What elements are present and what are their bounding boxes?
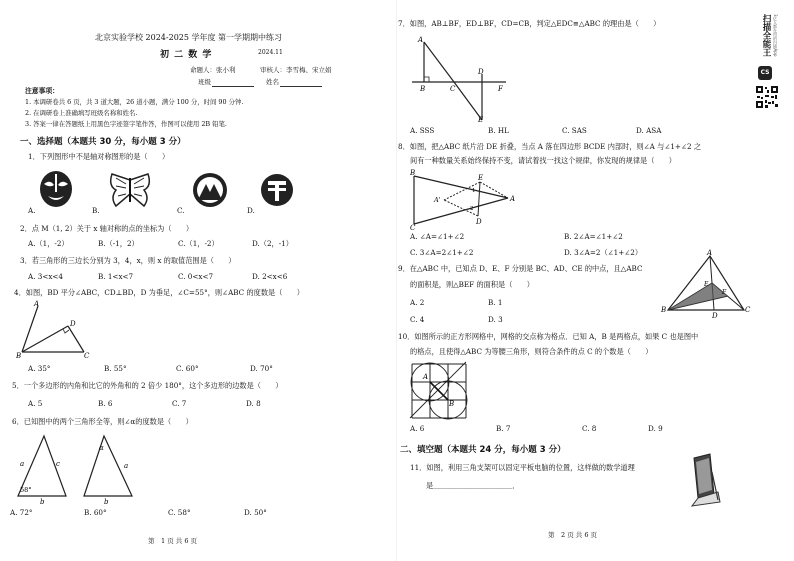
q2-stem: 2．点 M（1, 2）关于 x 轴对称的点的坐标为（ ） <box>20 224 194 233</box>
q6-label-a2: a <box>124 462 129 470</box>
section-2-heading: 二、填空题（本题共 24 分，每小题 3 分） <box>400 445 566 455</box>
q9-option-c: C. 4 <box>410 315 425 324</box>
q9-label-d: D <box>712 312 718 320</box>
q3-option-b: B. 1<x<7 <box>98 272 134 281</box>
q9-label-c: C <box>745 306 751 314</box>
q7-option-c: C. SAS <box>562 126 587 135</box>
q9-stem: 9．在△ABC 中，已知点 D、E、F 分别是 BC、AD、CE 的中点，且△ABC <box>398 264 643 273</box>
exam-author: 命题人：张小利 <box>190 66 236 74</box>
q9-label-b: B <box>661 306 667 314</box>
q7-label-d: D <box>478 68 484 76</box>
q6-option-c: C. 58° <box>168 508 191 517</box>
q8-label-c: C <box>410 224 416 232</box>
note-3: 3. 答案一律在答题纸上用黑色字迹签字笔作答，作图可以使用 2B 铅笔. <box>25 120 227 128</box>
q10-option-b: B. 7 <box>496 424 511 433</box>
qr-code-icon[interactable] <box>756 86 778 108</box>
q1-option-a-mask-figure <box>38 170 74 208</box>
exam-date: 2024.11 <box>258 49 283 56</box>
q5-option-c: C. 7 <box>172 399 187 408</box>
q1-option-b: B. <box>92 206 100 215</box>
q9-option-d: D. 3 <box>488 315 503 324</box>
page-2-footer: 第 2 页 共 6 页 <box>548 531 598 539</box>
note-1: 1. 本调研卷共 6 页，共 3 道大题，26 道小题，满分 100 分，时间 90 分钟. <box>25 98 244 106</box>
q6-label-c: c <box>56 460 60 468</box>
name-label: 姓名 <box>266 78 279 86</box>
q2-option-a: A.（1，-2） <box>28 239 69 248</box>
q8-fold-figure <box>408 170 518 230</box>
class-blank <box>212 86 254 87</box>
q7-label-b: B <box>420 85 426 93</box>
class-label: 班级 <box>198 78 211 86</box>
q6-label-alpha: α <box>99 444 104 452</box>
q8-option-a: A. ∠A=∠1+∠2 <box>410 232 465 241</box>
q11-tablet-stand-figure <box>684 452 724 510</box>
q5-option-b: B. 6 <box>98 399 113 408</box>
q7-label-c: C <box>450 85 456 93</box>
q9-option-b: B. 1 <box>488 298 503 307</box>
q10-option-a: A. 6 <box>410 424 425 433</box>
section-1-heading: 一、选择题（本题共 30 分，每小题 3 分） <box>20 137 186 147</box>
q6-triangles-figure <box>14 430 154 506</box>
q8-stem-2: 间有一种数量关系始终保持不变，请试着找一找这个规律，你发现的规律是（ ） <box>410 156 676 165</box>
name-blank <box>280 86 322 87</box>
q5-stem: 5．一个多边形的内角和比它的外角和的 2 倍少 180°，这个多边形的边数是（ ） <box>12 381 283 390</box>
q10-grid-figure <box>406 358 472 420</box>
q10-stem-2: 的格点，且使得△ABC 为等腰三角形，则符合条件的点 C 的个数是（ ） <box>410 347 653 356</box>
q4-label-b: B <box>16 352 22 360</box>
q1-option-d-logo-figure <box>260 172 294 208</box>
q5-option-d: D. 8 <box>246 399 261 408</box>
q8-label-2: 2 <box>470 206 474 212</box>
q7-option-d: D. ASA <box>636 126 662 135</box>
q3-option-c: C. 0<x<7 <box>178 272 214 281</box>
q9-label-e: E <box>704 281 709 288</box>
q4-label-a: A <box>34 300 40 308</box>
q7-label-e: E <box>478 116 484 124</box>
camscanner-logo-icon: CS <box>758 66 772 80</box>
q7-option-a: A. SSS <box>410 126 435 135</box>
exam-title: 北京实验学校 2024-2025 学年度 第一学期期中练习 <box>95 33 283 42</box>
q1-option-d: D. <box>247 206 255 215</box>
q10-option-c: C. 8 <box>582 424 597 433</box>
exam-subject: 初 二 数 学 <box>160 50 213 60</box>
q1-option-c-logo-figure <box>192 172 228 208</box>
q9-label-a: A <box>707 249 713 257</box>
q2-option-c: C.（1，-2） <box>178 239 219 248</box>
q7-option-b: B. HL <box>488 126 509 135</box>
q8-stem: 8．如图，把△ABC 纸片沿 DE 折叠，当点 A 落在四边形 BCDE 内部时，则∠A 与∠1+∠2 之 <box>398 142 702 151</box>
q6-stem: 6．已知图中的两个三角形全等，则∠α的度数是（ ） <box>12 417 193 426</box>
q8-label-a-prime: A' <box>434 196 441 204</box>
q8-option-d: D. 3∠A=2（∠1+∠2） <box>564 248 643 257</box>
q8-label-a: A <box>510 195 516 203</box>
notes-heading: 注意事项： <box>25 87 59 95</box>
q3-option-d: D. 2<x<6 <box>252 272 288 281</box>
q11-stem: 11．如图，利用三角支架可以固定平板电脑的位置，这样做的数学道理 <box>410 463 635 472</box>
exam-reviewer: 审核人：李雪梅、宋立娟 <box>260 66 332 74</box>
q6-label-58: 58° <box>20 486 32 494</box>
q8-label-b: B <box>410 169 416 177</box>
q10-label-a: A <box>423 373 429 381</box>
brand-subtitle: 3亿人都在用的扫描App <box>773 14 778 57</box>
q11-blank: 是＿＿＿＿＿＿＿＿＿＿＿． <box>426 481 520 490</box>
q1-stem: 1．下列图形中不是轴对称图形的是（ ） <box>28 152 170 161</box>
q10-option-d: D. 9 <box>648 424 663 433</box>
q9-option-a: A. 2 <box>410 298 425 307</box>
q6-option-b: B. 60° <box>84 508 107 517</box>
brand-name: 扫描全能王 <box>761 14 771 57</box>
q4-stem: 4．如图，BD 平分∠ABC，CD⊥BD，D 为垂足，∠C=55°，则∠ABC 的度数是（ ） <box>14 288 304 297</box>
q1-option-c: C. <box>177 206 185 215</box>
q8-option-b: B. 2∠A=∠1+∠2 <box>564 232 623 241</box>
q4-option-c: C. 60° <box>176 364 199 373</box>
q8-option-c: C. 3∠A=2∠1+∠2 <box>410 248 474 257</box>
q7-label-f: F <box>498 85 503 93</box>
q6-label-a1: a <box>20 460 25 468</box>
q2-option-b: B.（-1，2） <box>98 239 139 248</box>
q9-triangle-figure <box>660 250 750 320</box>
q7-label-a: A <box>418 36 424 44</box>
q8-label-d: D <box>476 218 482 226</box>
q8-label-e: E <box>478 174 484 182</box>
note-2: 2. 在调研卷上准确填写班级名称和姓名. <box>25 109 138 117</box>
q9-stem-2: 的面积是，则△BEF 的面积是（ ） <box>410 280 534 289</box>
q7-stem: 7．如图，AB⊥BF，ED⊥BF，CD=CB，判定△EDC≌△ABC 的理由是（ ） <box>398 19 661 28</box>
q4-label-c: C <box>84 352 90 360</box>
page-1-footer: 第 1 页 共 6 页 <box>148 537 198 545</box>
q6-option-a: A. 72° <box>10 508 33 517</box>
q10-stem: 10．如图所示的正方形网格中，网格的交点称为格点．已知 A，B 是两格点，如果 C 也是图中 <box>398 332 699 341</box>
q10-label-b: B <box>449 400 455 408</box>
q4-option-d: D. 70° <box>250 364 273 373</box>
page-divider <box>396 0 397 561</box>
q1-option-a: A. <box>28 206 36 215</box>
q6-option-d: D. 50° <box>244 508 267 517</box>
q4-label-d: D <box>70 320 76 328</box>
q1-option-b-butterfly-figure <box>108 172 152 210</box>
q3-stem: 3．若三角形的三边长分别为 3，4，x，则 x 的取值范围是（ ） <box>20 256 236 265</box>
q6-label-b2: b <box>104 498 109 506</box>
q4-option-a: A. 35° <box>28 364 51 373</box>
q7-figure <box>406 34 516 122</box>
q6-label-b1: b <box>40 498 45 506</box>
q5-option-a: A. 5 <box>28 399 43 408</box>
q3-option-a: A. 3<x<4 <box>28 272 64 281</box>
q4-option-b: B. 55° <box>104 364 127 373</box>
q9-label-f: F <box>722 289 727 296</box>
q4-triangle-figure <box>16 300 96 360</box>
q8-label-1: 1 <box>472 188 476 194</box>
q2-option-d: D.（2，-1） <box>252 239 293 248</box>
